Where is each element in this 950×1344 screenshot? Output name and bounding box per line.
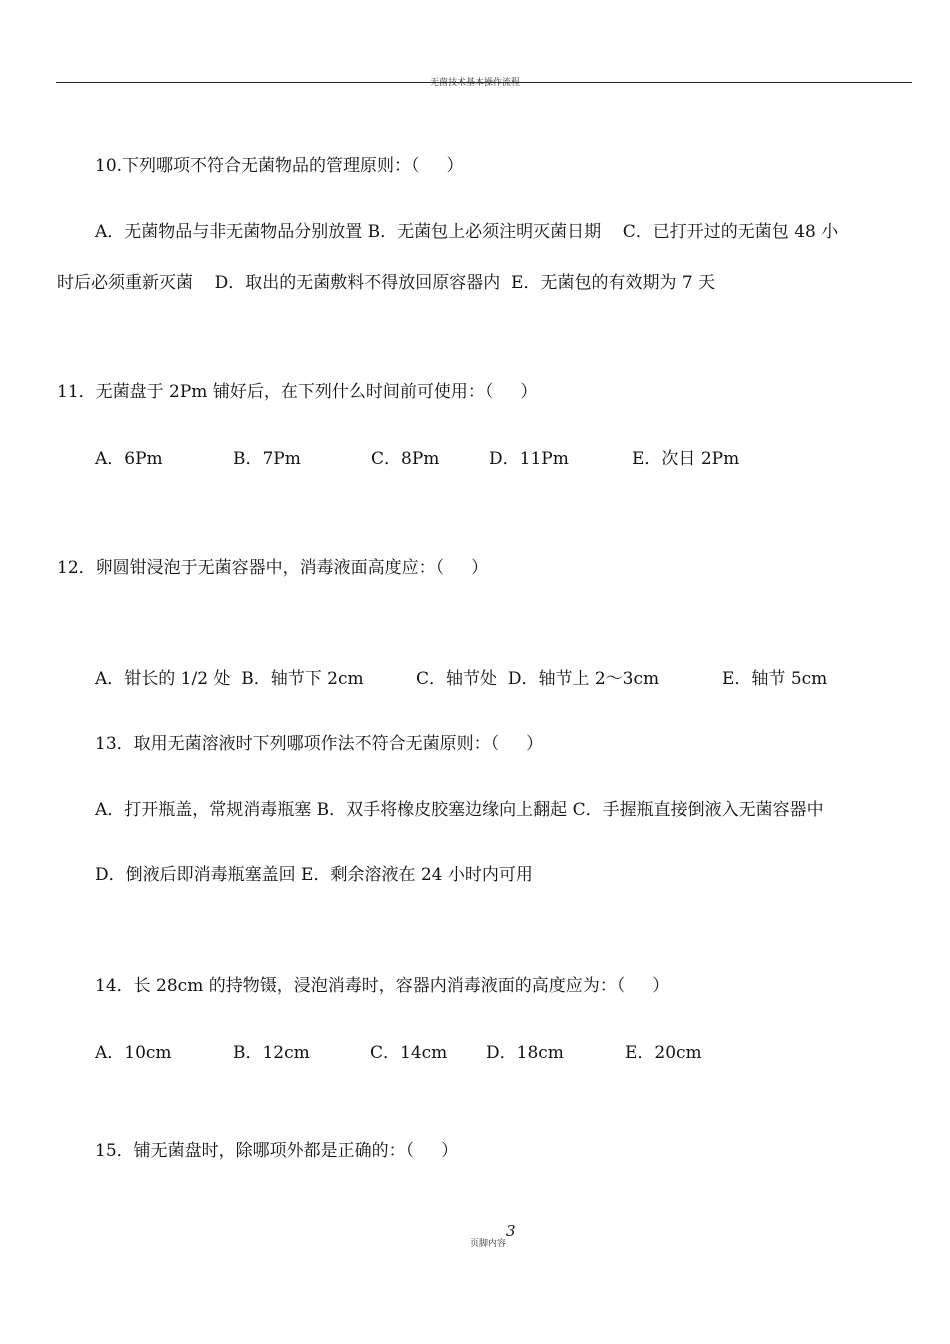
question-12-option-e: E．轴节 5cm — [722, 669, 828, 689]
question-13-options-line-1: A．打开瓶盖，常规消毒瓶塞 B．双手将橡皮胶塞边缘向上翻起 C．手握瓶直接倒液入无菌容器中 — [95, 800, 824, 820]
question-11-option-a: A．6Pm — [95, 449, 163, 469]
question-11-option-b: B．7Pm — [233, 449, 301, 469]
question-12-options-cd: C．轴节处 D．轴节上 2～3cm — [416, 669, 660, 689]
question-11-stem: 11．无菌盘于 2Pm 铺好后，在下列什么时间前可使用：（ ） — [57, 382, 538, 402]
question-11-option-d: D．11Pm — [489, 449, 569, 469]
footer-page-number: 3 — [506, 1222, 516, 1240]
question-14-option-d: D．18cm — [486, 1043, 564, 1063]
question-14-option-a: A．10cm — [95, 1043, 172, 1063]
question-14-option-b: B．12cm — [233, 1043, 310, 1063]
page-header-title: 无菌技术基本操作流程 — [429, 78, 520, 88]
header-rule — [56, 82, 912, 83]
question-14-option-e: E．20cm — [625, 1043, 702, 1063]
footer-label: 页脚内容 — [470, 1239, 507, 1249]
question-14-stem: 14．长 28cm 的持物镊，浸泡消毒时，容器内消毒液面的高度应为：（ ） — [95, 976, 670, 996]
question-10-stem: 10.下列哪项不符合无菌物品的管理原则：（ ） — [95, 156, 464, 176]
question-11-option-c: C．8Pm — [371, 449, 440, 469]
question-11-option-e: E．次日 2Pm — [632, 449, 740, 469]
question-13-stem: 13．取用无菌溶液时下列哪项作法不符合无菌原则：（ ） — [95, 734, 544, 754]
question-10-options-line-2: 时后必须重新灭菌 D．取出的无菌敷料不得放回原容器内 E．无菌包的有效期为 7 天 — [57, 273, 716, 293]
question-12-options-ab: A．钳长的 1/2 处 B．轴节下 2cm — [95, 669, 364, 689]
question-10-options-line-1: A．无菌物品与非无菌物品分别放置 B．无菌包上必须注明灭菌日期 C．已打开过的无菌包 48 小 — [95, 222, 839, 242]
question-12-stem: 12．卵圆钳浸泡于无菌容器中，消毒液面高度应：（ ） — [57, 558, 489, 578]
question-13-options-line-2: D．倒液后即消毒瓶塞盖回 E．剩余溶液在 24 小时内可用 — [95, 865, 533, 885]
question-15-stem: 15．铺无菌盘时，除哪项外都是正确的：（ ） — [95, 1141, 459, 1161]
question-14-option-c: C．14cm — [370, 1043, 448, 1063]
